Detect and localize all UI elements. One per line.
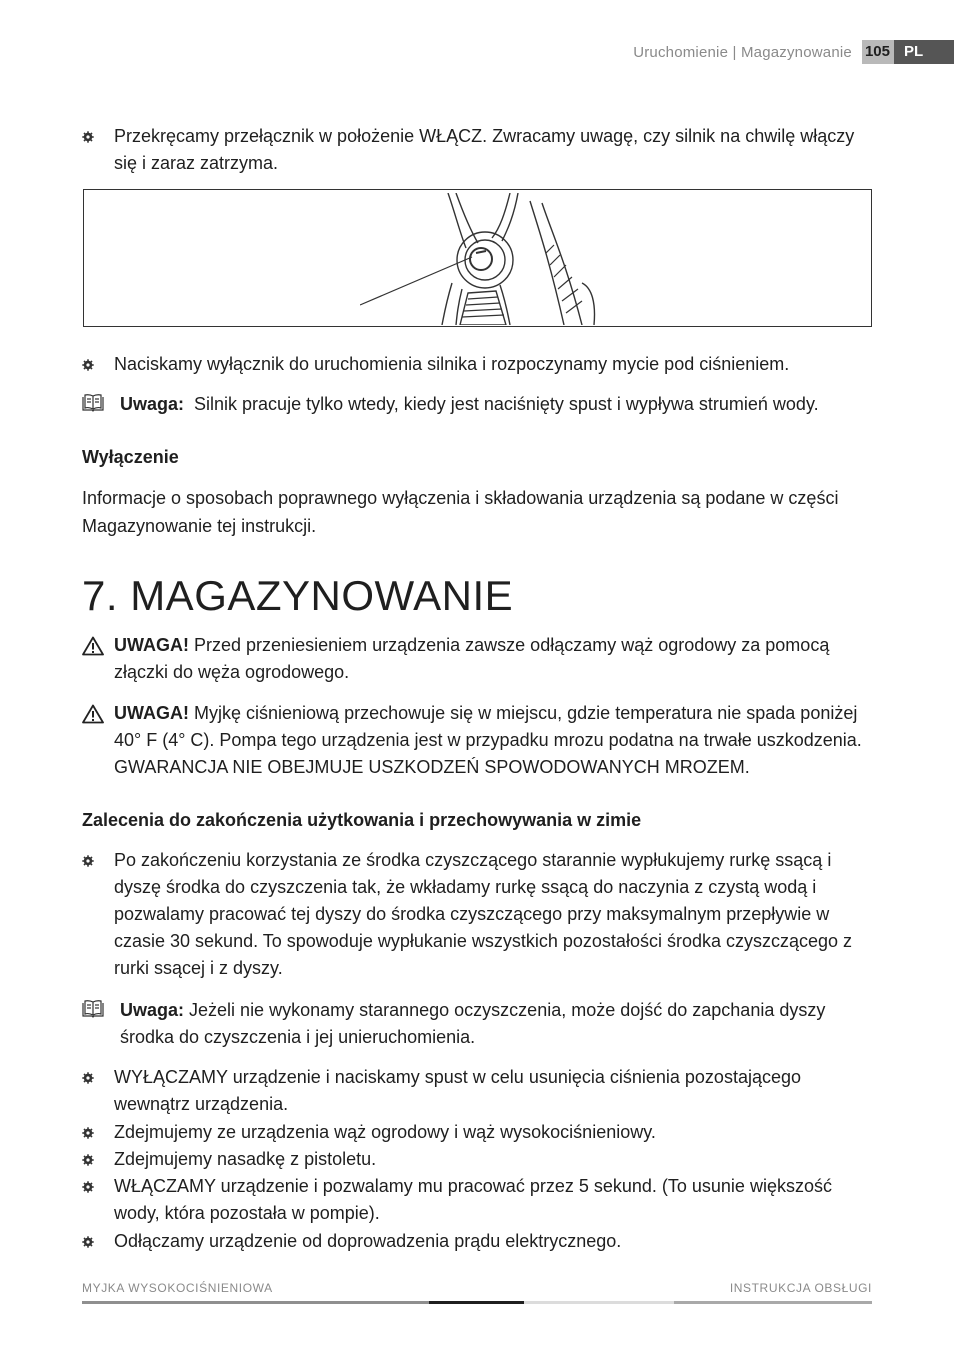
language-tab: PL <box>894 40 954 64</box>
warning-frost <box>82 700 872 781</box>
switch-illustration <box>360 193 600 325</box>
warning-triangle-icon <box>82 704 104 724</box>
step-text: WYŁĄCZAMY urządzenie i naciskamy spust w celu usunięcia ciśnienia pozostającego wewnątrz urządzenia. <box>114 1067 801 1114</box>
step-item <box>82 1064 872 1118</box>
warning-triangle-icon <box>82 636 104 656</box>
footer-bar-segment <box>82 1301 429 1304</box>
open-book-icon <box>82 394 104 412</box>
gear-bullet-icon <box>82 1236 94 1248</box>
warning-label: UWAGA! <box>114 703 189 723</box>
switch-illustration-frame <box>83 189 872 327</box>
note-engine <box>82 391 872 418</box>
note-text: Silnik pracuje tylko wtedy, kiedy jest naciśnięty spust i wypływa strumień wody. <box>194 394 819 414</box>
step-text: WŁĄCZAMY urządzenie i pozwalamy mu pracować przez 5 sekund. (To usunie większość wody, która pozostała w pompie). <box>114 1176 832 1223</box>
bullet-text: Przekręcamy przełącznik w położenie WŁĄCZ. Zwracamy uwagę, czy silnik na chwilę włączy się i zaraz zatrzyma. <box>114 126 855 173</box>
shutdown-paragraph: Informacje o sposobach poprawnego wyłączenia i składowania urządzenia są podane w części Magazynowanie tej instrukcji. <box>82 488 839 536</box>
note-label: Uwaga: <box>120 1000 185 1020</box>
bullet-press-trigger <box>82 351 872 378</box>
footer-product-name: MYJKA WYSOKOCIŚNIENIOWA <box>82 1281 273 1295</box>
winter-heading: Zalecenia do zakończenia użytkowania i przechowywania w zimie <box>82 810 642 830</box>
open-book-icon <box>82 1000 104 1018</box>
footer-manual-name: INSTRUKCJA OBSŁUGI <box>729 1281 872 1295</box>
gear-bullet-icon <box>82 1127 94 1139</box>
gear-bullet-icon <box>82 131 94 143</box>
note-label: Uwaga: <box>120 394 185 414</box>
step-text: Zdejmujemy nasadkę z pistoletu. <box>114 1149 377 1169</box>
bullet-switch-on <box>82 123 872 177</box>
header-section-title: Uruchomienie | Magazynowanie <box>633 43 852 61</box>
gear-bullet-icon <box>82 1154 94 1166</box>
bullet-text: Po zakończeniu korzystania ze środka czyszczącego starannie wypłukujemy rurkę ssącą i dyszę środka do czyszczenia tak, że wkładamy rurkę ssącą do naczynia z czystą wodą i pozwalamy pracować tej dyszy do środka czyszczącego przy maksymalnym przepływie w czasie 30 sekund. To spowoduje wypłukanie wszystkich pozostałości środka czyszczącego z rurki ssącej i z dyszy. <box>114 850 853 978</box>
note-clogging <box>82 997 872 1051</box>
step-item <box>82 1228 872 1255</box>
section-title: 7. MAGAZYNOWANIE <box>82 572 514 619</box>
shutdown-heading: Wyłączenie <box>82 447 179 467</box>
page-number: 105 <box>862 40 894 64</box>
bullet-rinse-nozzle <box>82 847 872 982</box>
page-header <box>633 40 954 64</box>
step-text: Odłączamy urządzenie od doprowadzenia prądu elektrycznego. <box>114 1231 622 1251</box>
gear-bullet-icon <box>82 855 94 867</box>
gear-bullet-icon <box>82 1181 94 1193</box>
gear-bullet-icon <box>82 1072 94 1084</box>
step-item <box>82 1119 872 1146</box>
step-item <box>82 1146 872 1173</box>
footer-bar-segment <box>524 1301 674 1304</box>
warning-hose <box>82 632 872 686</box>
bullet-text: Naciskamy wyłącznik do uruchomienia silnika i rozpoczynamy mycie pod ciśnieniem. <box>114 354 790 374</box>
note-text: Jeżeli nie wykonamy starannego oczyszczenia, może dojść do zapchania dyszy środka do czyszczenia i jej unieruchomienia. <box>120 1000 826 1047</box>
warning-text: Myjkę ciśnieniową przechowuje się w miejscu, gdzie temperatura nie spada poniżej 40° F (4° C). Pompa tego urządzenia jest w przypadku mrozu podatna na trwałe uszkodzenia. GWARANCJA NIE OBEJMUJE USZKODZEŃ SPOWODOWANYCH MROZEM. <box>114 703 862 777</box>
footer-bar-segment <box>674 1301 872 1304</box>
step-item <box>82 1173 872 1227</box>
warning-text: Przed przeniesieniem urządzenia zawsze odłączamy wąż ogrodowy za pomocą złączki do węża ogrodowego. <box>114 635 830 682</box>
gear-bullet-icon <box>82 359 94 371</box>
warning-label: UWAGA! <box>114 635 189 655</box>
step-text: Zdejmujemy ze urządzenia wąż ogrodowy i wąż wysokociśnieniowy. <box>114 1122 656 1142</box>
footer-bar-segment <box>429 1301 524 1304</box>
